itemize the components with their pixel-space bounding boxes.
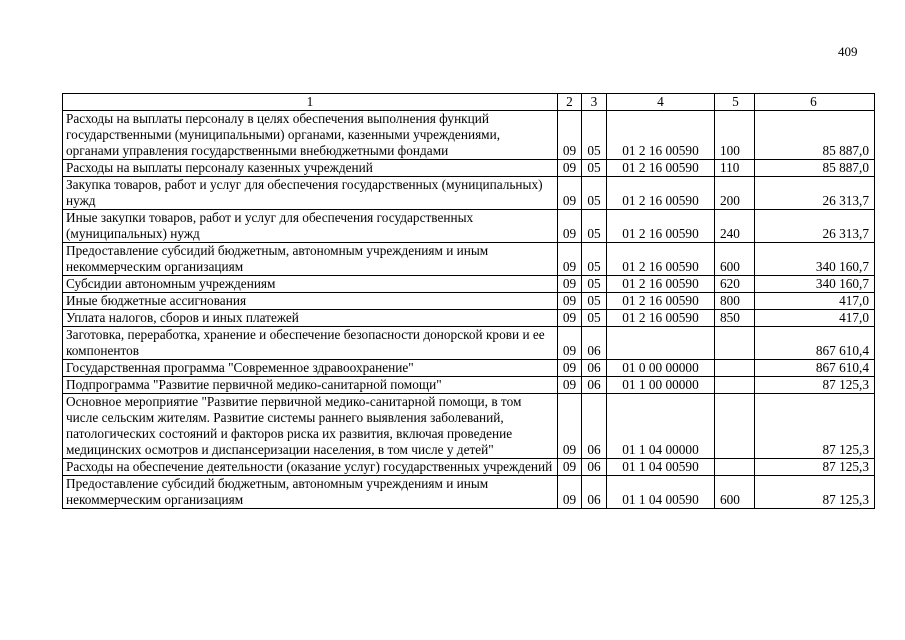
row-subsection: 05: [582, 177, 607, 210]
row-section: 09: [558, 276, 582, 293]
column-header-6: 6: [755, 94, 875, 111]
row-section: 09: [558, 394, 582, 459]
row-target-article: 01 0 00 00000: [607, 360, 715, 377]
column-header-1: 1: [63, 94, 558, 111]
row-section: 09: [558, 459, 582, 476]
row-name: Подпрограмма "Развитие первичной медико-санитарной помощи": [63, 377, 558, 394]
row-expense-type: [715, 459, 755, 476]
row-name: Расходы на выплаты персоналу в целях обеспечения выполнения функций государственными (муниципальными) органами, казенными учреждениями, органами управления государственными внебюджетными фондами: [63, 111, 558, 160]
row-target-article: 01 2 16 00590: [607, 177, 715, 210]
row-section: 09: [558, 160, 582, 177]
row-target-article: 01 2 16 00590: [607, 210, 715, 243]
table-row: [63, 160, 875, 177]
table-row: [63, 276, 875, 293]
column-header-5: 5: [715, 94, 755, 111]
row-expense-type: 100: [715, 111, 755, 160]
row-section: 09: [558, 210, 582, 243]
table-row: [63, 210, 875, 243]
row-subsection: 06: [582, 476, 607, 509]
row-target-article: 01 1 04 00590: [607, 459, 715, 476]
row-section: 09: [558, 360, 582, 377]
row-target-article: 01 2 16 00590: [607, 160, 715, 177]
row-amount: 85 887,0: [755, 111, 875, 160]
row-name: Субсидии автономным учреждениям: [63, 276, 558, 293]
row-expense-type: [715, 327, 755, 360]
row-amount: 87 125,3: [755, 377, 875, 394]
table-row: [63, 459, 875, 476]
table-row: [63, 476, 875, 509]
row-subsection: 06: [582, 360, 607, 377]
row-target-article: 01 2 16 00590: [607, 111, 715, 160]
row-section: 09: [558, 111, 582, 160]
row-subsection: 05: [582, 243, 607, 276]
row-target-article: 01 1 04 00000: [607, 394, 715, 459]
row-name: Основное мероприятие "Развитие первичной медико-санитарной помощи, в том числе сельским жителям. Развитие системы раннего выявления заболеваний, патологических состояний и факторов риска их развития, включая проведение медицинских осмотров и диспансеризации населения, в том числе у детей": [63, 394, 558, 459]
row-amount: 340 160,7: [755, 276, 875, 293]
row-subsection: 05: [582, 111, 607, 160]
row-section: 09: [558, 310, 582, 327]
row-expense-type: [715, 394, 755, 459]
row-name: Иные бюджетные ассигнования: [63, 293, 558, 310]
table-row: [63, 177, 875, 210]
row-name: Расходы на выплаты персоналу казенных учреждений: [63, 160, 558, 177]
table-row: [63, 377, 875, 394]
table-row: [63, 327, 875, 360]
row-target-article: 01 1 00 00000: [607, 377, 715, 394]
row-section: 09: [558, 293, 582, 310]
row-expense-type: 600: [715, 243, 755, 276]
table-row: [63, 394, 875, 459]
row-target-article: 01 2 16 00590: [607, 243, 715, 276]
row-subsection: 05: [582, 310, 607, 327]
row-amount: 87 125,3: [755, 459, 875, 476]
row-amount: 417,0: [755, 293, 875, 310]
row-subsection: 06: [582, 459, 607, 476]
row-target-article: 01 1 04 00590: [607, 476, 715, 509]
row-amount: 417,0: [755, 310, 875, 327]
table-header-row: [63, 94, 875, 111]
table-body: [63, 94, 875, 509]
row-section: 09: [558, 476, 582, 509]
row-amount: 867 610,4: [755, 327, 875, 360]
table-row: [63, 243, 875, 276]
page-number: 409: [838, 44, 858, 59]
row-section: 09: [558, 377, 582, 394]
row-expense-type: 800: [715, 293, 755, 310]
row-amount: 87 125,3: [755, 394, 875, 459]
table-row: [63, 111, 875, 160]
row-amount: 26 313,7: [755, 177, 875, 210]
column-header-2: 2: [558, 94, 582, 111]
row-amount: 867 610,4: [755, 360, 875, 377]
row-section: 09: [558, 327, 582, 360]
row-amount: 340 160,7: [755, 243, 875, 276]
row-subsection: 05: [582, 210, 607, 243]
row-expense-type: 240: [715, 210, 755, 243]
row-expense-type: [715, 360, 755, 377]
row-amount: 87 125,3: [755, 476, 875, 509]
row-target-article: 01 2 16 00590: [607, 310, 715, 327]
row-name: Государственная программа "Современное здравоохранение": [63, 360, 558, 377]
column-header-4: 4: [607, 94, 715, 111]
row-expense-type: 200: [715, 177, 755, 210]
row-target-article: [607, 327, 715, 360]
row-name: Иные закупки товаров, работ и услуг для обеспечения государственных (муниципальных) нужд: [63, 210, 558, 243]
row-target-article: 01 2 16 00590: [607, 293, 715, 310]
row-amount: 26 313,7: [755, 210, 875, 243]
row-name: Предоставление субсидий бюджетным, автономным учреждениям и иным некоммерческим организациям: [63, 243, 558, 276]
row-name: Расходы на обеспечение деятельности (оказание услуг) государственных учреждений: [63, 459, 558, 476]
row-expense-type: 600: [715, 476, 755, 509]
row-subsection: 05: [582, 276, 607, 293]
row-name: Уплата налогов, сборов и иных платежей: [63, 310, 558, 327]
row-subsection: 05: [582, 160, 607, 177]
budget-table: [62, 93, 875, 509]
row-subsection: 06: [582, 377, 607, 394]
table-row: [63, 293, 875, 310]
row-section: 09: [558, 243, 582, 276]
row-expense-type: [715, 377, 755, 394]
row-expense-type: 850: [715, 310, 755, 327]
row-expense-type: 110: [715, 160, 755, 177]
row-expense-type: 620: [715, 276, 755, 293]
row-name: Закупка товаров, работ и услуг для обеспечения государственных (муниципальных) нужд: [63, 177, 558, 210]
row-section: 09: [558, 177, 582, 210]
row-amount: 85 887,0: [755, 160, 875, 177]
row-name: Предоставление субсидий бюджетным, автономным учреждениям и иным некоммерческим организациям: [63, 476, 558, 509]
row-name: Заготовка, переработка, хранение и обеспечение безопасности донорской крови и ее компонентов: [63, 327, 558, 360]
table-row: [63, 310, 875, 327]
column-header-3: 3: [582, 94, 607, 111]
table-row: [63, 360, 875, 377]
row-subsection: 05: [582, 293, 607, 310]
row-subsection: 06: [582, 327, 607, 360]
row-target-article: 01 2 16 00590: [607, 276, 715, 293]
row-subsection: 06: [582, 394, 607, 459]
